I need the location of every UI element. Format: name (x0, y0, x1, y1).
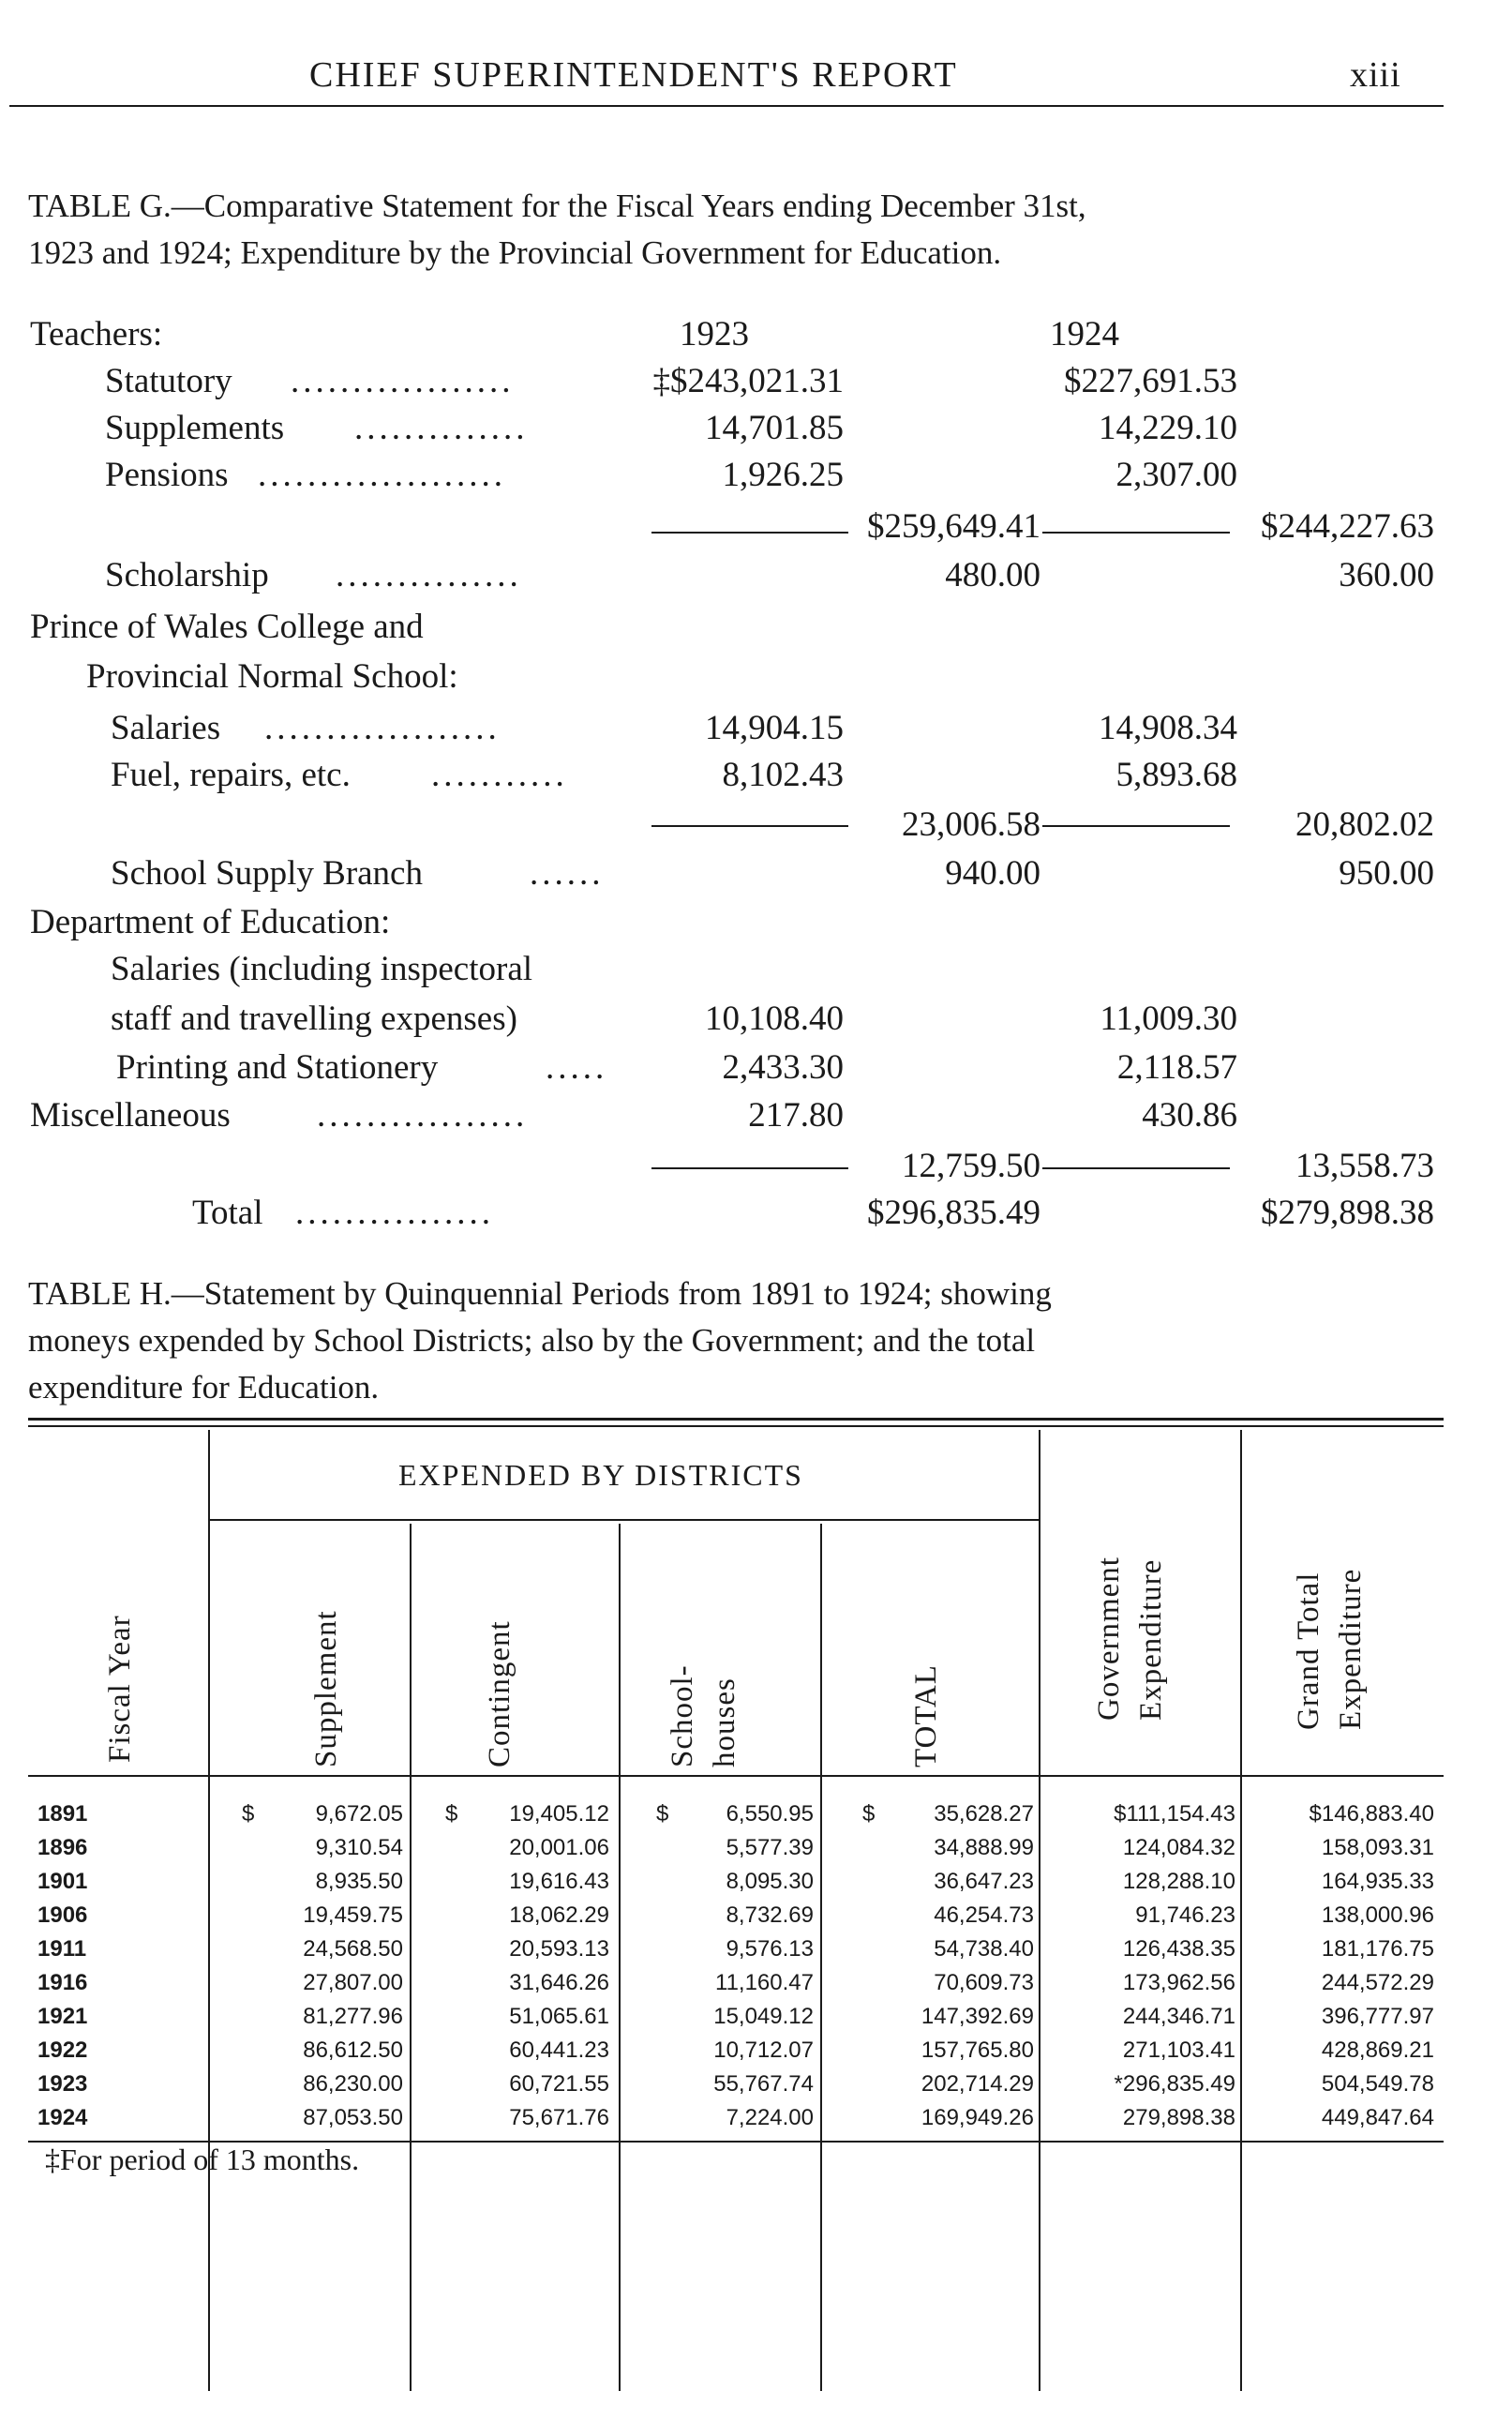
cell-year: 1923 (37, 2071, 88, 2097)
teachers-total-1924: $244,227.63 (1261, 507, 1434, 546)
cell-contingent: 31,646.26 (509, 1970, 609, 1995)
cell-grand-total: 428,869.21 (1321, 2038, 1434, 2063)
school-houses-header-1: School- (666, 1664, 699, 1767)
contingent-header: Contingent (483, 1620, 516, 1767)
supply-label: School Supply Branch (111, 854, 423, 893)
teachers-total-1923: $259,649.41 (867, 507, 1040, 546)
cell-total: 157,765.80 (921, 2038, 1034, 2063)
scholarship-label: Scholarship (105, 556, 269, 594)
cell-contingent: 20,001.06 (509, 1835, 609, 1860)
table-h-top-rule-2 (28, 1425, 1444, 1427)
cell-supplement: 19,459.75 (303, 1902, 403, 1928)
cell-year: 1921 (37, 2004, 88, 2029)
cell-school-houses: 11,160.47 (715, 1970, 814, 1995)
cell-year: 1922 (37, 2038, 88, 2063)
misc-1923: 217.80 (748, 1096, 844, 1135)
cell-total: 54,738.40 (934, 1936, 1034, 1962)
header-bottom-rule (28, 1775, 1444, 1777)
cell-government: $111,154.43 (1114, 1801, 1235, 1827)
cell-government: 128,288.10 (1122, 1869, 1235, 1894)
dollar-sign-contingent: $ (445, 1801, 458, 1827)
dept-total-1924: 13,558.73 (1295, 1147, 1434, 1185)
cell-supplement: 9,310.54 (315, 1835, 403, 1860)
table-h-title-line3: expenditure for Education. (28, 1369, 380, 1406)
table-g-title-line1: TABLE G.—Comparative Statement for the Fiscal Years ending December 31st, (28, 188, 1086, 224)
pensions-label: Pensions (105, 456, 229, 494)
cell-year: 1906 (37, 1902, 88, 1928)
footnote: ‡For period of 13 months. (45, 2143, 360, 2176)
misc-1924: 430.86 (1142, 1096, 1237, 1135)
salaries-dots: ................... (264, 709, 501, 747)
fiscal-year-header: Fiscal Year (103, 1615, 137, 1763)
teachers-label: Teachers: (30, 315, 163, 353)
dollar-sign-school-houses: $ (656, 1801, 669, 1827)
pensions-1924: 2,307.00 (1115, 456, 1237, 494)
printing-1923: 2,433.30 (722, 1048, 844, 1087)
cell-government: 173,962.56 (1122, 1970, 1235, 1995)
dollar-sign-total: $ (862, 1801, 876, 1827)
cell-contingent: 75,671.76 (509, 2105, 609, 2130)
cell-supplement: 87,053.50 (303, 2105, 403, 2130)
supply-1923: 940.00 (945, 854, 1040, 893)
cell-year: 1911 (37, 1936, 87, 1962)
dept-salaries-1924: 11,009.30 (1100, 1000, 1237, 1038)
scholarship-1923: 480.00 (945, 556, 1040, 594)
cell-government: 91,746.23 (1135, 1902, 1235, 1928)
table-h-title-line2: moneys expended by School Districts; also by the Government; and the total (28, 1322, 1036, 1359)
cell-year: 1896 (37, 1835, 88, 1860)
supplements-1923: 14,701.85 (705, 409, 844, 447)
cell-contingent: 19,405.12 (509, 1801, 609, 1827)
cell-government: 244,346.71 (1122, 2004, 1235, 2029)
cell-supplement: 86,612.50 (303, 2038, 403, 2063)
col-rule-3 (619, 1524, 621, 2391)
cell-total: 36,647.23 (934, 1869, 1034, 1894)
statutory-1924: $227,691.53 (1064, 362, 1237, 400)
statutory-dots: .................. (291, 362, 515, 400)
running-head-title: CHIEF SUPERINTENDENT'S REPORT (309, 55, 958, 95)
pwc-label-line1: Prince of Wales College and (30, 608, 424, 646)
table-h-top-rule-1 (28, 1418, 1444, 1421)
cell-total: 169,949.26 (921, 2105, 1034, 2130)
running-head-rule (9, 105, 1444, 107)
grand-total-1924: $279,898.38 (1261, 1194, 1434, 1232)
statutory-label: Statutory (105, 362, 232, 400)
cell-government: 124,084.32 (1122, 1835, 1235, 1860)
cell-total: 35,628.27 (934, 1801, 1034, 1827)
cell-total: 34,888.99 (934, 1835, 1034, 1860)
cell-grand-total: 164,935.33 (1321, 1869, 1434, 1894)
cell-school-houses: 6,550.95 (726, 1801, 814, 1827)
pwc-total-1924: 20,802.02 (1295, 805, 1434, 844)
cell-year: 1924 (37, 2105, 88, 2130)
printing-label: Printing and Stationery (116, 1048, 439, 1087)
printing-dots: ..... (546, 1048, 608, 1087)
pensions-1923: 1,926.25 (722, 456, 844, 494)
supplement-header: Supplement (309, 1610, 343, 1767)
cell-total: 202,714.29 (921, 2071, 1034, 2097)
cell-grand-total: 244,572.29 (1321, 1970, 1434, 1995)
col-rule-4 (820, 1524, 822, 2391)
col-rule-2 (410, 1524, 412, 2391)
cell-school-houses: 8,732.69 (726, 1902, 814, 1928)
total-label: Total (192, 1194, 263, 1232)
dept-salaries-line2: staff and travelling expenses) (111, 1000, 517, 1038)
cell-school-houses: 15,049.12 (713, 2004, 814, 2029)
misc-label: Miscellaneous (30, 1096, 231, 1135)
supply-dots: ...... (530, 854, 605, 893)
scholarship-1924: 360.00 (1339, 556, 1434, 594)
fuel-label: Fuel, repairs, etc. (111, 756, 351, 794)
scholarship-dots: ............... (336, 556, 522, 594)
cell-school-houses: 7,224.00 (726, 2105, 814, 2130)
cell-total: 147,392.69 (921, 2004, 1034, 2029)
salaries-1924: 14,908.34 (1099, 709, 1237, 747)
supply-1924: 950.00 (1339, 854, 1434, 893)
col-rule-1 (208, 1430, 210, 2391)
col-rule-5 (1039, 1430, 1040, 2391)
table-h-title-line1: TABLE H.—Statement by Quinquennial Periods from 1891 to 1924; showing (28, 1275, 1052, 1312)
supplements-dots: .............. (354, 409, 529, 447)
cell-contingent: 60,441.23 (509, 2038, 609, 2063)
fuel-1924: 5,893.68 (1115, 756, 1237, 794)
cell-grand-total: 449,847.64 (1321, 2105, 1434, 2130)
grand-header-1: Grand Total (1292, 1571, 1325, 1730)
cell-grand-total: 158,093.31 (1321, 1835, 1434, 1860)
dept-salaries-1923: 10,108.40 (705, 1000, 844, 1038)
year-1923: 1923 (680, 315, 749, 353)
cell-government: 126,438.35 (1122, 1936, 1235, 1962)
expended-header-rule (208, 1519, 1039, 1521)
statutory-1923: ‡$243,021.31 (652, 362, 844, 400)
cell-supplement: 86,230.00 (303, 2071, 403, 2097)
cell-supplement: 27,807.00 (303, 1970, 403, 1995)
cell-year: 1916 (37, 1970, 88, 1995)
total-dots: ................ (295, 1194, 494, 1232)
misc-dots: ................. (317, 1096, 529, 1135)
year-1924: 1924 (1050, 315, 1119, 353)
cell-government: 279,898.38 (1122, 2105, 1235, 2130)
cell-grand-total: 181,176.75 (1321, 1936, 1434, 1962)
cell-contingent: 60,721.55 (509, 2071, 609, 2097)
cell-contingent: 51,065.61 (509, 2004, 609, 2029)
cell-school-houses: 5,577.39 (726, 1835, 814, 1860)
cell-contingent: 18,062.29 (509, 1902, 609, 1928)
table-g-title-line2: 1923 and 1924; Expenditure by the Provincial Government for Education. (28, 234, 1002, 271)
pwc-total-1923: 23,006.58 (902, 805, 1040, 844)
supplements-1924: 14,229.10 (1099, 409, 1237, 447)
dept-total-1923: 12,759.50 (902, 1147, 1040, 1185)
cell-supplement: 81,277.96 (303, 2004, 403, 2029)
total-header: TOTAL (909, 1664, 943, 1767)
school-houses-header-2: houses (708, 1677, 741, 1767)
supplements-label: Supplements (105, 409, 285, 447)
grand-header-2: Expenditure (1334, 1568, 1368, 1730)
fuel-dots: ........... (431, 756, 568, 794)
expended-by-districts-header: EXPENDED BY DISTRICTS (398, 1458, 803, 1492)
cell-contingent: 20,593.13 (509, 1936, 609, 1962)
cell-year: 1901 (37, 1869, 88, 1894)
cell-total: 70,609.73 (934, 1970, 1034, 1995)
cell-school-houses: 8,095.30 (726, 1869, 814, 1894)
cell-grand-total: 138,000.96 (1321, 1902, 1434, 1928)
pwc-label-line2: Provincial Normal School: (86, 657, 458, 696)
salaries-label: Salaries (111, 709, 221, 747)
dept-label: Department of Education: (30, 903, 391, 941)
cell-school-houses: 55,767.74 (713, 2071, 814, 2097)
cell-total: 46,254.73 (934, 1902, 1034, 1928)
cell-grand-total: $146,883.40 (1309, 1801, 1434, 1827)
cell-year: 1891 (37, 1801, 88, 1827)
cell-government: 271,103.41 (1122, 2038, 1235, 2063)
cell-grand-total: 504,549.78 (1321, 2071, 1434, 2097)
cell-government: *296,835.49 (1114, 2071, 1235, 2097)
cell-school-houses: 9,576.13 (726, 1936, 814, 1962)
cell-grand-total: 396,777.97 (1321, 2004, 1434, 2029)
pensions-dots: .................... (258, 456, 506, 494)
dollar-sign-supplement: $ (242, 1801, 255, 1827)
cell-supplement: 8,935.50 (315, 1869, 403, 1894)
salaries-1923: 14,904.15 (705, 709, 844, 747)
col-rule-6 (1240, 1430, 1242, 2391)
cell-supplement: 24,568.50 (303, 1936, 403, 1962)
dept-salaries-line1: Salaries (including inspectoral (111, 950, 533, 988)
page-number: xiii (1350, 55, 1401, 95)
grand-total-1923: $296,835.49 (867, 1194, 1040, 1232)
govt-header-1: Government (1092, 1556, 1126, 1721)
printing-1924: 2,118.57 (1116, 1048, 1237, 1087)
cell-contingent: 19,616.43 (509, 1869, 609, 1894)
cell-supplement: 9,672.05 (315, 1801, 403, 1827)
cell-school-houses: 10,712.07 (713, 2038, 814, 2063)
fuel-1923: 8,102.43 (722, 756, 844, 794)
govt-header-2: Expenditure (1134, 1558, 1168, 1721)
